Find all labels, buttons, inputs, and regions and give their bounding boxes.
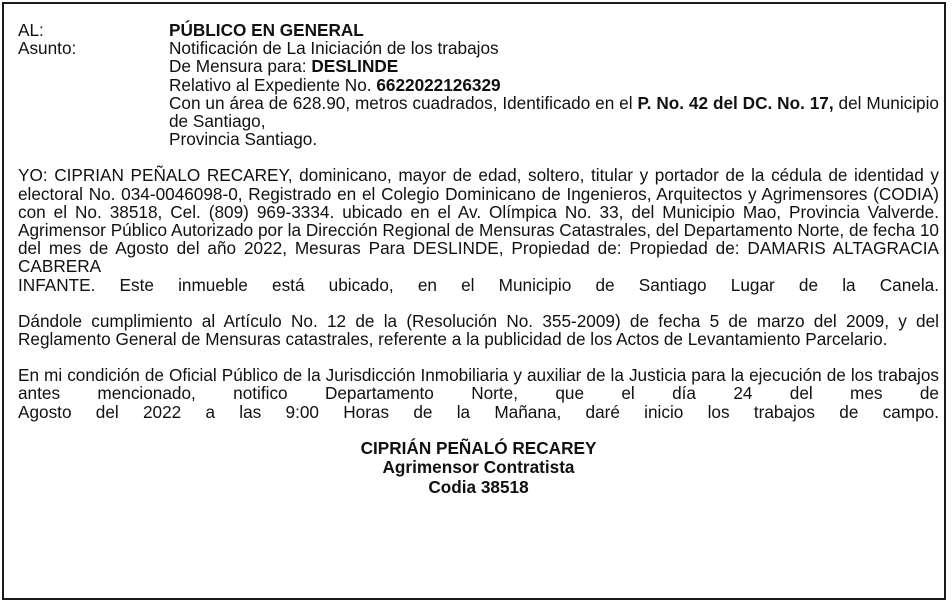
to-row: [18, 21, 939, 39]
subject-line-2: De Mensura para: DESLINDE: [169, 56, 399, 77]
to-label: AL:: [18, 20, 44, 40]
paragraph-declarant: [18, 166, 939, 293]
subject-row: [18, 39, 939, 57]
paragraph-notification-last: Agosto del 2022 a las 9:00 Horas de la Mañana, daré inicio los trabajos de campo.: [18, 401, 939, 422]
paragraph-declarant-last: INFANTE. Este inmueble está ubicado, en el Municipio de Santiago Lugar de la Canela.: [18, 274, 939, 295]
subject-details: [169, 57, 939, 148]
subject-line-5: Provincia Santiago.: [169, 129, 318, 150]
notice-content: [18, 21, 939, 497]
expediente-number: 6622022126329: [376, 74, 501, 95]
paragraph-notification: [18, 366, 939, 421]
signature-block: [18, 439, 939, 498]
signature-codia: Codia 38518: [428, 476, 529, 497]
subject-line-1: Notificación de La Iniciación de los trabajos: [169, 38, 499, 59]
subject-line-4: Con un área de 628.90, metros cuadrados, Identificado en el P. No. 42 del DC. No. 17, del Municipio de Santiago,: [169, 92, 939, 132]
mensura-type: DESLINDE: [311, 56, 399, 77]
subject-line-3: Relativo al Expediente No. 6622022126329: [169, 74, 501, 95]
paragraph-compliance: Dándole cumplimiento al Artículo No. 12 de la (Resolución No. 355-2009) de fecha 5 de marzo del 2009, y del Reglamento General de Mensuras catastrales, referente a la publicidad de los Actos de Levantamiento Parcelario.: [18, 310, 939, 350]
to-value: PÚBLICO EN GENERAL: [169, 20, 364, 40]
paragraph-declarant-body: YO: CIPRIAN PEÑALO RECAREY, dominicano, mayor de edad, soltero, titular y portador de la cédula de identidad y electoral No. 034-0046098-0, Registrado en el Colegio Dominicano de Ingenieros, Arquitectos y Agrimensores (CODIA) con el No. 38518, Cel. (809) 969-3334. ubicado en el Av. Olímpica No. 33, del Municipio Mao, Provincia Valverde. Agrimensor Público Autorizado por la Dirección Regional de Mensuras Catastrales, del Departamento Norte, de fecha 10 del mes de Agosto del año 2022, Mesuras Para DESLINDE, Propiedad de: Propiedad de: DAMARIS ALTAGRACIA CABRERA: [18, 165, 939, 277]
paragraph-notification-body: En mi condición de Oficial Público de la Jurisdicción Inmobiliaria y auxiliar de la Justicia para la ejecución de los trabajos antes mencionado, notifico Departamento Norte, que el día 24 del mes de: [18, 365, 939, 404]
subject-label: Asunto:: [18, 38, 77, 59]
signature-name: CIPRIÁN PEÑALÓ RECAREY: [360, 437, 597, 458]
signature-title: Agrimensor Contratista: [382, 457, 575, 478]
parcel-id: P. No. 42 del DC. No. 17,: [637, 92, 834, 113]
